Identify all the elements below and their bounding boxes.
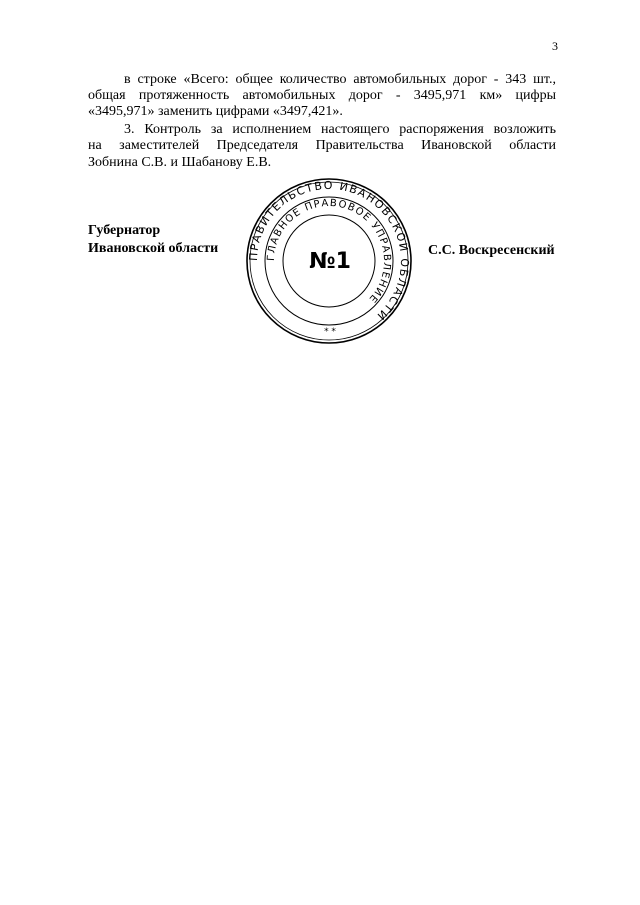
page-number: 3 bbox=[552, 39, 558, 53]
paragraph-line: 3. Контроль за исполнением настоящего распоряжения возложить bbox=[124, 122, 556, 137]
stamp-inner-text: ГЛАВНОЕ ПРАВОВОЕ УПРАВЛЕНИЕ bbox=[265, 197, 393, 306]
official-stamp bbox=[244, 176, 414, 346]
paragraph-line: «3495,971» заменить цифрами «3497,421». bbox=[88, 104, 343, 119]
signatory-title-line: Ивановской области bbox=[88, 241, 219, 256]
signatory-title-line: Губернатор bbox=[88, 223, 161, 238]
paragraph-line: общая протяженность автомобильных дорог - 3495,971 км» цифры bbox=[88, 88, 556, 103]
paragraph-line: Зобнина С.В. и Шабанову Е.В. bbox=[88, 155, 272, 170]
signatory-title bbox=[88, 222, 218, 258]
paragraph-line: в строке «Всего: общее количество автомобильных дорог - 343 шт., bbox=[124, 72, 556, 87]
signatory-name: С.С. Воскресенский bbox=[428, 243, 555, 258]
paragraph-line: на заместителей Председателя Правительства Ивановской области bbox=[88, 138, 556, 153]
stamp-stars: * * bbox=[324, 327, 336, 337]
stamp-number: №1 bbox=[309, 249, 351, 274]
stamp-outer-text: ПРАВИТЕЛЬСТВО ИВАНОВСКОЙ ОБЛАСТИ bbox=[246, 178, 412, 324]
